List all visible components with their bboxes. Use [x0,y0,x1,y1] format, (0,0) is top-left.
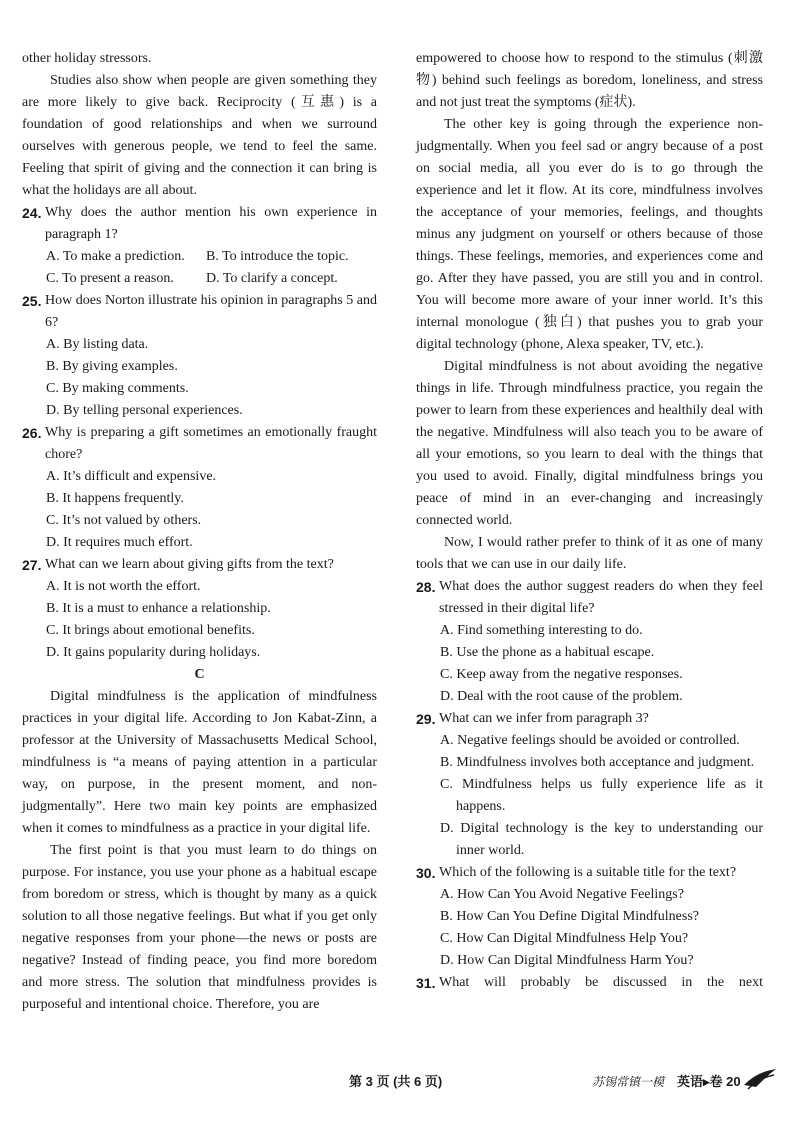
option-c: C. Mindfulness helps us fully experience life as it happens. [440,777,763,814]
exam-brand: 苏锡常镇一模 [592,1075,665,1089]
option-c: C. Keep away from the negative responses. [440,667,683,682]
question-number: 30. [416,865,436,881]
paper-code: 英语▸卷 20 [677,1074,741,1089]
question-number: 28. [416,579,436,595]
paragraph-continued: other holiday stressors. [22,51,152,66]
page-number: 第 3 页 (共 6 页) [349,1074,443,1089]
question-28 [416,576,763,708]
option-d: D. It gains popularity during holidays. [46,645,261,660]
option-b: B. It happens frequently. [46,491,184,506]
paragraph-reciprocity: Studies also show when people are given something they are more likely to give back. Reciprocity (互惠) is a foundation of good relationships and when we surround ourselves with generous people, we tend to feel the same. Feeling that spirit of giving and the connection it can bring is what the holidays are all about. [22,73,377,198]
question-number: 26. [22,425,42,441]
question-30 [416,862,763,972]
section-heading-c: C [194,667,205,682]
question-text: Why is preparing a gift sometimes an emotionally fraught chore? [45,425,377,462]
question-text: What does the author suggest readers do when they feel stressed in their digital life? [439,579,763,616]
page-footer [0,1071,800,1095]
question-text: How does Norton illustrate his opinion in paragraphs 5 and 6? [45,293,377,330]
question-text: Which of the following is a suitable title for the text? [439,865,737,880]
paragraph-continued: empowered to choose how to respond to the stimulus (刺激物) behind such feelings as boredom, loneliness, and stress and not just treat the symptoms (症状). [416,51,763,110]
question-27 [22,554,377,664]
option-b: B. By giving examples. [46,359,178,374]
option-a: A. Find something interesting to do. [440,623,643,638]
option-b: B. It is a must to enhance a relationship. [46,601,271,616]
option-d: D. It requires much effort. [46,535,193,550]
paragraph-other-key: The other key is going through the experience non-judgmentally. When you feel sad or angry because of a post on social media, all you ever do is to go through the experience and let it flow. At its core, mindfulness involves the acceptance of your memories, feelings, and thoughts minus any judgment on yourself or others because of those things. These feelings, memories, and experiences come and go. After they have passed, you are still you and in control. You will become more aware of your inner world. It’s this internal monologue (独白) that pushes you to grab your digital technology (phone, Alexa speaker, TV, etc.). [416,117,763,352]
paragraph-conclusion: Now, I would rather prefer to think of it as one of many tools that we can use in our daily life. [416,535,763,572]
question-26 [22,422,377,554]
option-d: D. Digital technology is the key to understanding our inner world. [440,821,763,858]
option-a: A. By listing data. [46,337,149,352]
swoosh-icon [742,1067,778,1091]
left-column [22,48,377,1016]
option-d: D. Deal with the root cause of the problem. [440,689,683,704]
paragraph-definition: Digital mindfulness is the application of mindfulness practices in your digital life. According to Jon Kabat-Zinn, a professor at the University of Massachusetts Medical School, mindfulness is “a means of paying attention in a particular way, on purpose, in the present moment, and non-judgmentally”. Here two main key points are emphasized when it comes to mindfulness as a practice in your digital life. [22,689,377,836]
option-c: C. By making comments. [46,381,189,396]
option-d: D. By telling personal experiences. [46,403,243,418]
question-number: 24. [22,205,42,221]
option-c: C. How Can Digital Mindfulness Help You? [440,931,689,946]
question-25 [22,290,377,422]
option-b: B. Use the phone as a habitual escape. [440,645,655,660]
question-number: 31. [416,975,436,991]
question-number: 25. [22,293,42,309]
option-a: A. It’s difficult and expensive. [46,469,217,484]
paragraph-digital-mindfulness: Digital mindfulness is not about avoiding the negative things in life. Through mindfulness practice, you regain the power to learn from these experiences and healthily deal with the negative. Mindfulness will also teach you to be aware of all your emotions, so you learn to deal with the things that you used to avoid. Finally, digital mindfulness brings you peace of mind in an ever-changing and increasingly connected world. [416,359,763,528]
option-c: C. It’s not valued by others. [46,513,202,528]
right-column [416,48,763,994]
option-c: C. It brings about emotional benefits. [46,623,255,638]
option-c: C. To present a reason. [46,271,174,286]
option-b: B. Mindfulness involves both acceptance and judgment. [440,755,755,770]
question-text: Why does the author mention his own experience in paragraph 1? [45,205,377,242]
question-31 [416,972,763,994]
option-a: A. To make a prediction. [46,249,185,264]
option-b: B. To introduce the topic. [206,249,349,264]
question-text: What can we infer from paragraph 3? [439,711,649,726]
question-number: 27. [22,557,42,573]
question-24 [22,202,377,290]
question-text: What will probably be discussed in the next [439,975,763,990]
paragraph-first-point: The first point is that you must learn to do things on purpose. For instance, you use your phone as a habitual escape from boredom or stress, which is thought by many as a quick solution to all those negative feelings. But what if you get only negative responses from your phone—the news or posts are negative? Instead of finding peace, you find more boredom and more stress. The solution that mindfulness provides is purposeful and intentional choice. Therefore, you are [22,843,377,1012]
option-a: A. How Can You Avoid Negative Feelings? [440,887,684,902]
option-a: A. It is not worth the effort. [46,579,201,594]
option-b: B. How Can You Define Digital Mindfulness? [440,909,699,924]
option-a: A. Negative feelings should be avoided or controlled. [440,733,740,748]
question-text: What can we learn about giving gifts from the text? [45,557,334,572]
question-number: 29. [416,711,436,727]
question-29 [416,708,763,862]
option-d: D. To clarify a concept. [206,271,338,286]
option-d: D. How Can Digital Mindfulness Harm You? [440,953,694,968]
